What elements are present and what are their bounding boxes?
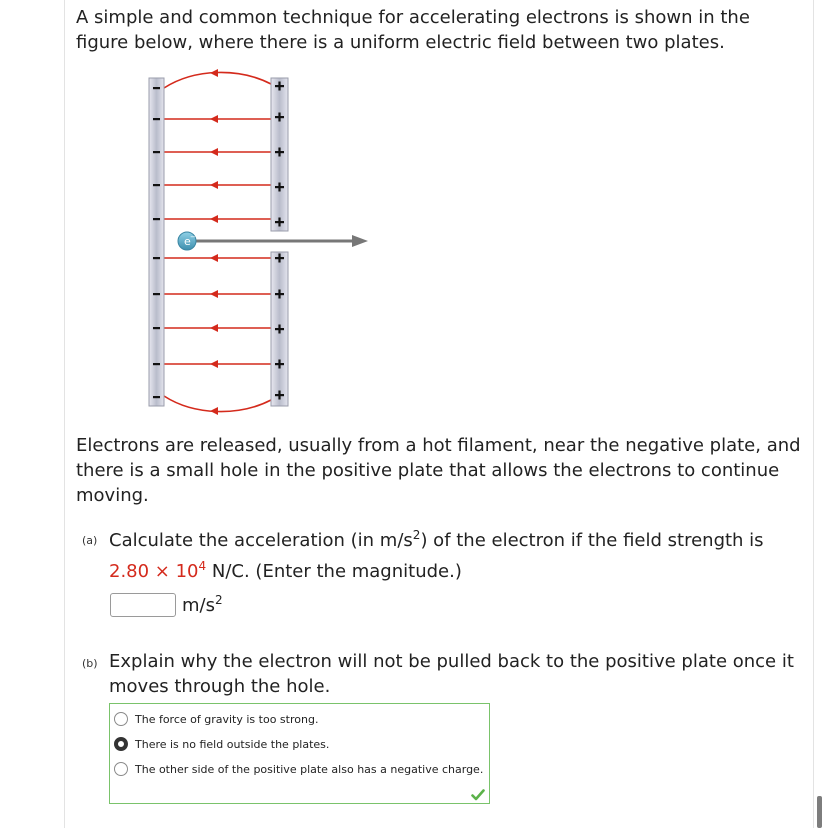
electric-field-figure	[140, 64, 380, 416]
positive-sign-stem	[278, 360, 280, 369]
choice-label: There is no field outside the plates.	[135, 737, 330, 751]
negative-sign	[153, 218, 160, 220]
field-arrowhead	[210, 181, 218, 189]
radio-gravity[interactable]	[114, 712, 128, 726]
field-arrowhead	[210, 148, 218, 156]
negative-sign	[153, 87, 160, 89]
field-arrowhead	[210, 69, 218, 77]
part-a-tag: (a)	[82, 534, 98, 547]
negative-plate	[149, 78, 164, 406]
negative-sign	[153, 327, 160, 329]
field-arrowhead	[210, 407, 218, 415]
intro-text: A simple and common technique for accelerating electrons is shown in the figure below, where there is a uniform electric field between two plates.	[76, 7, 750, 53]
field-strength-value: $2.80 \times 10^4$	[109, 559, 207, 582]
choice-no-field[interactable]	[114, 735, 329, 753]
acceleration-input[interactable]	[110, 593, 176, 617]
electron-icon	[178, 232, 196, 250]
electron-label: e	[184, 235, 191, 248]
description-text: Electrons are released, usually from a hot filament, near the negative plate, and there is a small hole in the positive plate that allows the electrons to continue moving.	[76, 435, 801, 506]
choice-negative-charge[interactable]	[114, 760, 483, 778]
field-arrowhead	[210, 254, 218, 262]
checkmark-icon	[471, 789, 485, 801]
part-b-tag: (b)	[82, 657, 98, 670]
positive-sign-stem	[278, 218, 280, 227]
answer-row	[110, 593, 223, 617]
radio-negative-charge[interactable]	[114, 762, 128, 776]
field-arrowhead	[210, 324, 218, 332]
negative-sign	[153, 118, 160, 120]
field-arrowhead	[210, 290, 218, 298]
positive-sign-stem	[278, 113, 280, 122]
choice-gravity[interactable]	[114, 710, 318, 728]
choice-label: The force of gravity is too strong.	[135, 712, 319, 726]
part-b-question: Explain why the electron will not be pulled back to the positive plate once it moves through the hole.	[109, 651, 794, 697]
positive-sign-stem	[278, 391, 280, 400]
negative-sign	[153, 184, 160, 186]
positive-sign-stem	[278, 82, 280, 91]
scrollbar[interactable]	[817, 796, 822, 828]
positive-sign-stem	[278, 254, 280, 263]
electron-path-arrowhead	[352, 235, 368, 247]
field-arrowhead	[210, 215, 218, 223]
field-arrowhead	[210, 360, 218, 368]
field-arrowhead	[210, 115, 218, 123]
acceleration-unit: $m/s^2$	[182, 592, 223, 616]
negative-sign	[153, 293, 160, 295]
radio-no-field[interactable]	[114, 737, 128, 751]
negative-sign	[153, 363, 160, 365]
positive-sign-stem	[278, 290, 280, 299]
electron-charge: −	[190, 233, 196, 241]
choice-label: The other side of the positive plate also has a negative charge.	[135, 762, 484, 776]
negative-sign	[153, 257, 160, 259]
negative-sign	[153, 396, 160, 398]
choices-box	[109, 703, 490, 804]
negative-sign	[153, 151, 160, 153]
part-a-question: Calculate the acceleration (in $m/s^2$) of the electron if the field strength is $2.80 \times 10^4$ N/C. (Enter the magnitude.)	[109, 528, 764, 582]
positive-sign-stem	[278, 325, 280, 334]
positive-sign-stem	[278, 183, 280, 192]
positive-sign-stem	[278, 148, 280, 157]
